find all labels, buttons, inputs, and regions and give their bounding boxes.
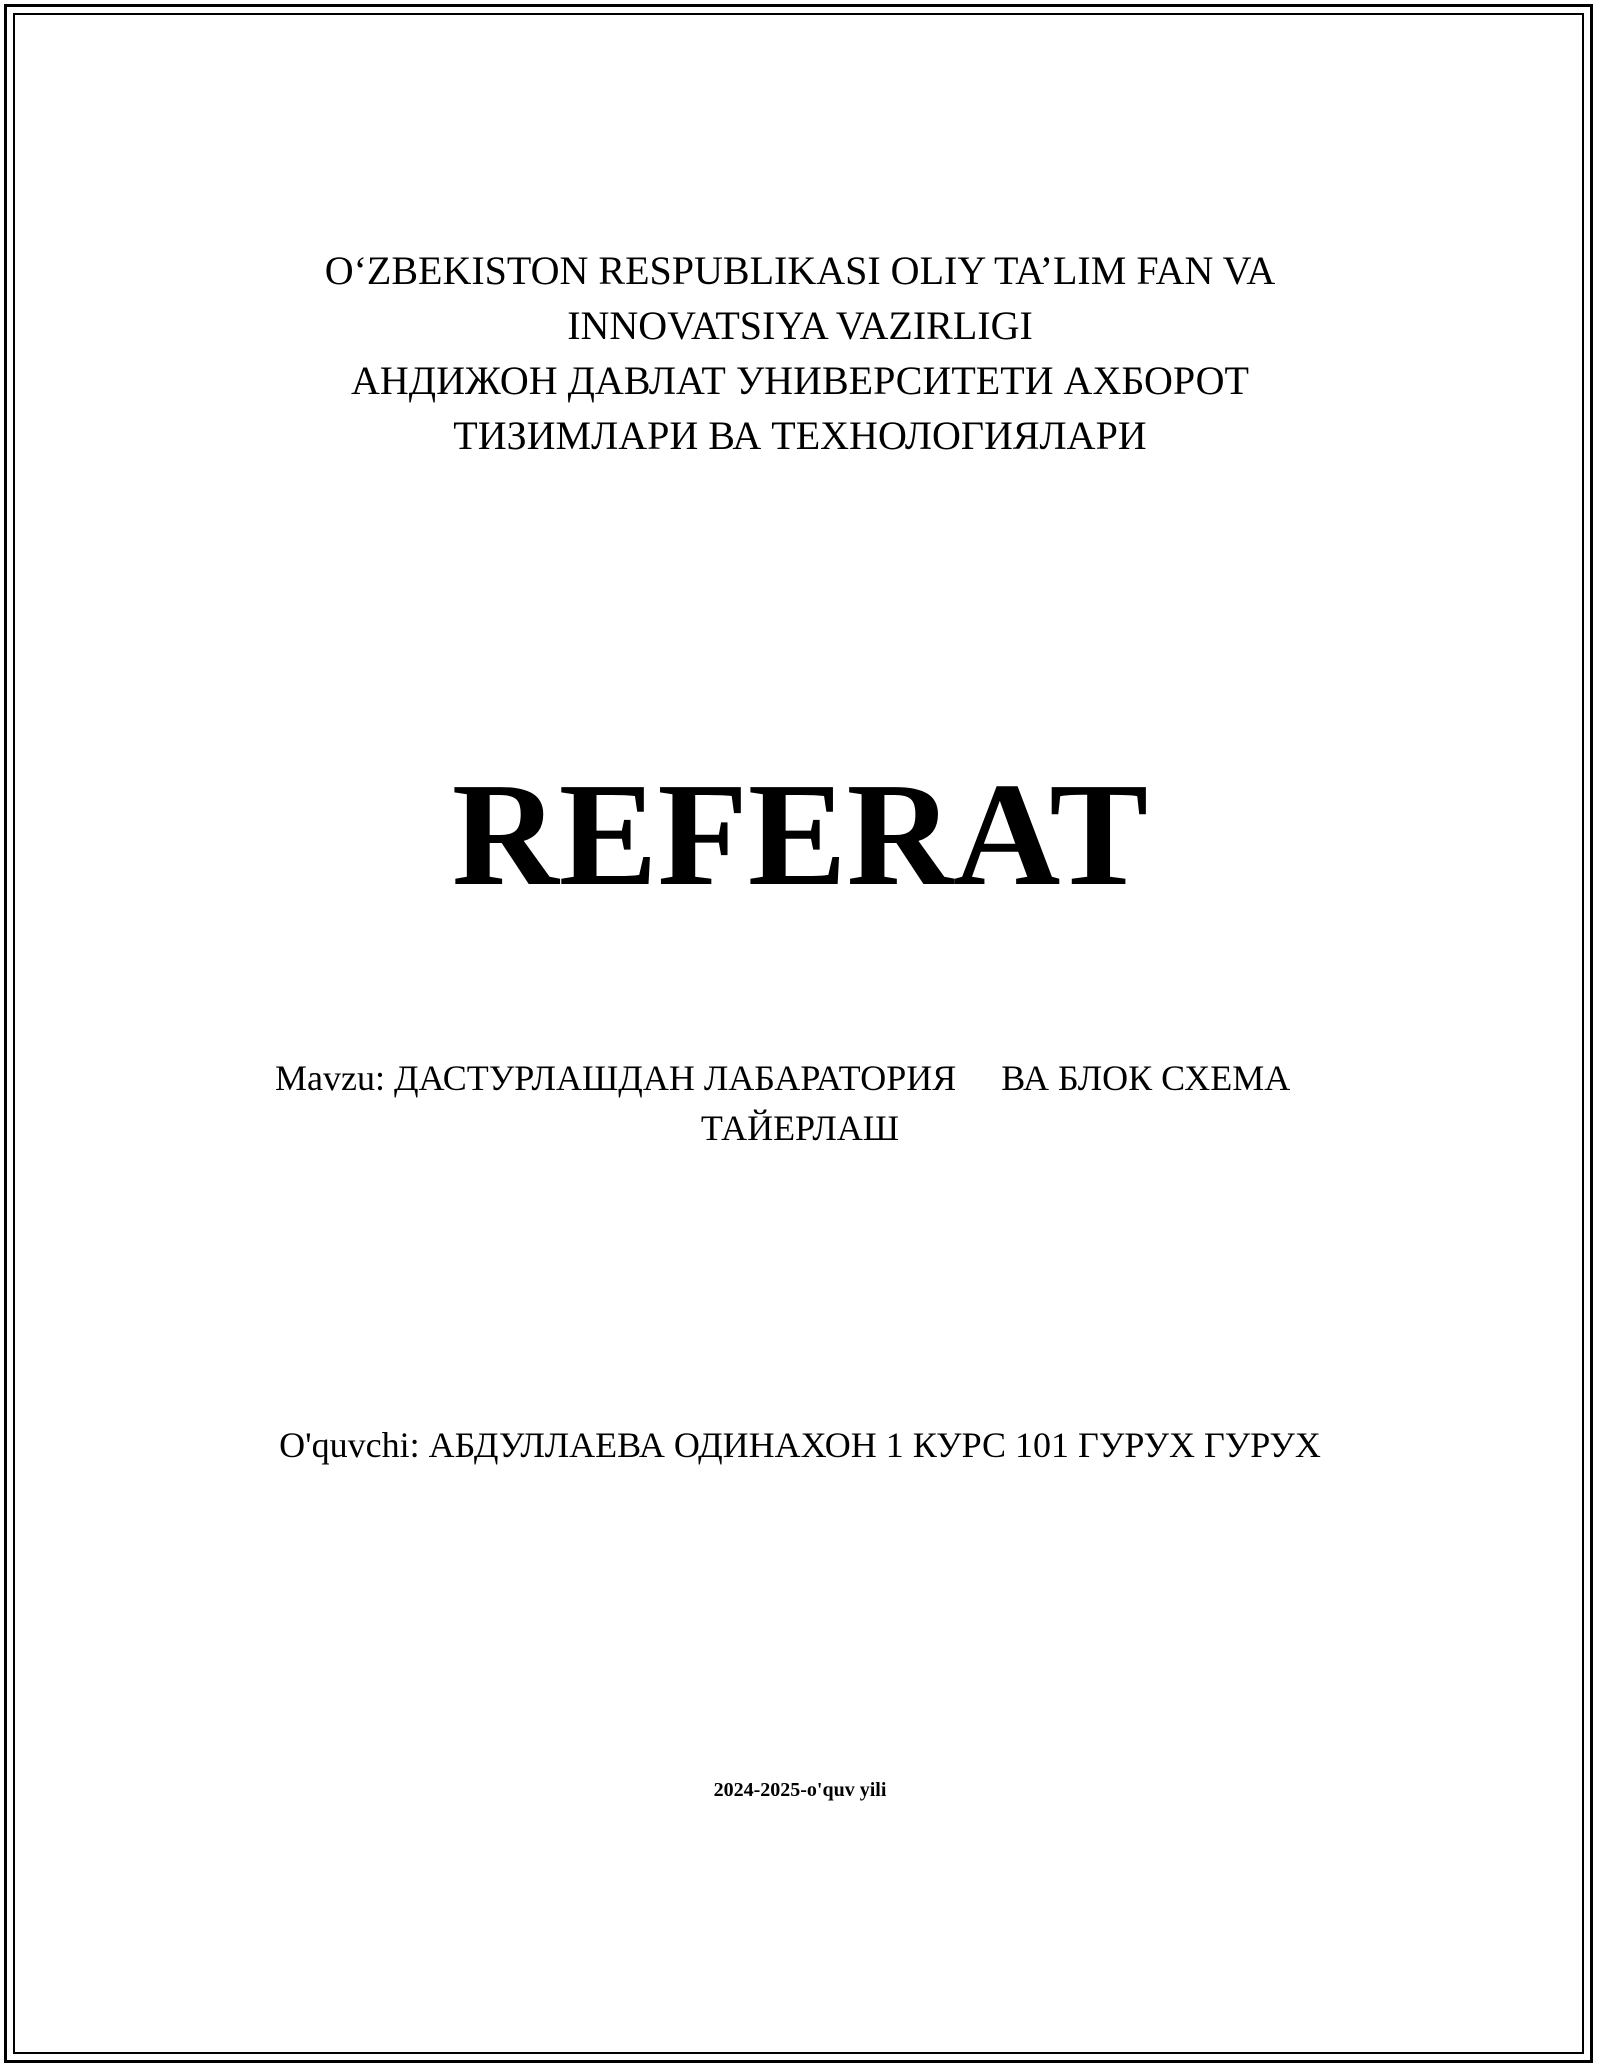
student-info: O'quvchi: АБДУЛЛАЕВА ОДИНАХОН 1 КУРС 101 ГУРУХ ГУРУХ — [279, 1425, 1321, 1465]
header-line-4: ТИЗИМЛАРИ ВА ТЕХНОЛОГИЯЛАРИ — [453, 413, 1147, 458]
topic-line-1: Mavzu: ДАСТУРЛАШДАН ЛАБАРАТОРИЯ ВА БЛОК СХЕМА — [275, 1058, 1291, 1098]
header-line-1: O‘ZBEKISTON RESPUBLIKASI OLIY TA’LIM FAN VA — [324, 248, 1276, 293]
header-line-3: АНДИЖОН ДАВЛАТ УНИВЕРСИТЕТИ АХБОРОТ — [351, 358, 1249, 403]
header-line-2: INNOVATSIYA VAZIRLIGI — [567, 303, 1033, 348]
document-title: REFERAT — [451, 753, 1149, 917]
topic-line-2: ТАЙЕРЛАШ — [700, 1108, 900, 1148]
academic-year: 2024-2025-o'quv yili — [713, 1779, 887, 1801]
institution-header — [0, 243, 1600, 463]
